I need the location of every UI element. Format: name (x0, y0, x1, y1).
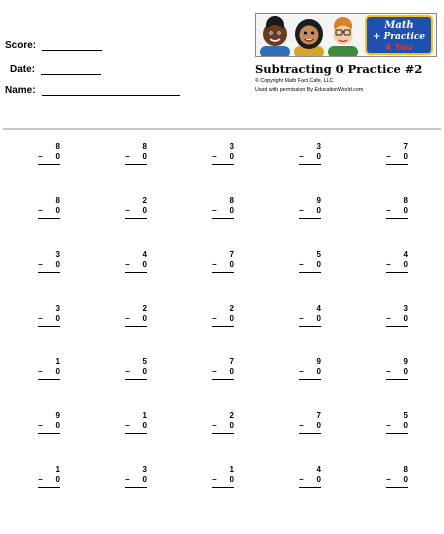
subtraction-problem (38, 465, 60, 488)
subtrahend-row (38, 421, 60, 431)
subtrahend-row (299, 260, 321, 270)
subtraction-problem (212, 357, 234, 380)
answer-line[interactable] (38, 379, 60, 380)
subtrahend: 0 (316, 314, 321, 323)
minuend: 9 (403, 357, 408, 366)
subtrahend: 0 (403, 206, 408, 215)
copyright-line: © Copyright Math Fact Cafe, LLC (255, 78, 334, 84)
subtrahend: 0 (55, 260, 60, 269)
minuend: 4 (142, 250, 147, 259)
subtraction-problem (299, 465, 321, 488)
subtrahend-row (212, 152, 234, 162)
minuend: 1 (55, 465, 60, 474)
score-blank-line[interactable] (42, 49, 102, 51)
minus-sign: − (125, 314, 130, 323)
subtrahend: 0 (229, 260, 234, 269)
subtrahend: 0 (55, 475, 60, 484)
minuend: 3 (229, 142, 234, 151)
subtrahend-row (125, 314, 147, 324)
minuend: 7 (229, 250, 234, 259)
minuend: 8 (55, 196, 60, 205)
kid-1-illustration (260, 16, 290, 56)
minus-sign: − (212, 152, 217, 161)
answer-line[interactable] (38, 218, 60, 219)
subtraction-problem (386, 357, 408, 380)
answer-line[interactable] (38, 164, 60, 165)
answer-line[interactable] (299, 218, 321, 219)
minus-sign: − (386, 421, 391, 430)
subtrahend-row (299, 206, 321, 216)
minuend: 5 (316, 250, 321, 259)
minuend: 3 (55, 250, 60, 259)
minuend: 7 (403, 142, 408, 151)
minus-sign: − (212, 206, 217, 215)
subtrahend-row (38, 152, 60, 162)
subtrahend: 0 (142, 367, 147, 376)
subtraction-problem (125, 411, 147, 434)
subtrahend: 0 (55, 314, 60, 323)
date-label: Date: (10, 64, 36, 75)
subtrahend-row (386, 314, 408, 324)
minuend: 1 (55, 357, 60, 366)
minus-sign: − (386, 475, 391, 484)
subtrahend: 0 (316, 367, 321, 376)
minuend: 3 (142, 465, 147, 474)
subtraction-problem (386, 304, 408, 327)
answer-line[interactable] (299, 487, 321, 488)
minus-sign: − (212, 260, 217, 269)
minuend: 2 (229, 411, 234, 420)
subtrahend: 0 (55, 367, 60, 376)
name-field (5, 85, 180, 97)
subtraction-problem (212, 142, 234, 165)
answer-line[interactable] (299, 164, 321, 165)
minuend: 7 (316, 411, 321, 420)
subtraction-problem (38, 196, 60, 219)
subtrahend-row (299, 475, 321, 485)
score-label: Score: (5, 40, 37, 51)
subtrahend-row (386, 260, 408, 270)
subtraction-problem (125, 142, 147, 165)
minus-sign: − (386, 152, 391, 161)
minuend: 8 (403, 465, 408, 474)
minuend: 3 (55, 304, 60, 313)
answer-line[interactable] (38, 272, 60, 273)
minus-sign: − (299, 206, 304, 215)
subtraction-problem (125, 196, 147, 219)
subtraction-problem (299, 411, 321, 434)
minus-sign: − (38, 260, 43, 269)
subtrahend-row (386, 206, 408, 216)
minuend: 9 (316, 357, 321, 366)
minus-sign: − (299, 421, 304, 430)
answer-line[interactable] (125, 487, 147, 488)
minus-sign: − (386, 367, 391, 376)
minus-sign: − (386, 314, 391, 323)
subtrahend: 0 (229, 421, 234, 430)
minuend: 9 (55, 411, 60, 420)
minuend: 5 (142, 357, 147, 366)
subtraction-problem (38, 304, 60, 327)
subtrahend: 0 (316, 206, 321, 215)
subtraction-problem (299, 357, 321, 380)
subtraction-problem (212, 411, 234, 434)
minuend: 8 (403, 196, 408, 205)
minuend: 7 (229, 357, 234, 366)
subtrahend: 0 (403, 152, 408, 161)
minus-sign: − (386, 206, 391, 215)
name-label: Name: (5, 85, 36, 96)
minuend: 2 (142, 304, 147, 313)
answer-line[interactable] (212, 326, 234, 327)
answer-line[interactable] (125, 164, 147, 165)
subtrahend: 0 (55, 421, 60, 430)
subtrahend-row (212, 260, 234, 270)
subtrahend: 0 (142, 475, 147, 484)
subtraction-problem (299, 142, 321, 165)
subtrahend-row (38, 367, 60, 377)
subtraction-problem (299, 196, 321, 219)
subtrahend: 0 (403, 475, 408, 484)
minus-sign: − (212, 314, 217, 323)
minus-sign: − (299, 367, 304, 376)
minus-sign: − (386, 260, 391, 269)
logo-line-3: 4 You (385, 43, 413, 53)
answer-line[interactable] (386, 433, 408, 434)
minuend: 3 (316, 142, 321, 151)
subtrahend: 0 (229, 367, 234, 376)
minus-sign: − (38, 367, 43, 376)
name-blank-line[interactable] (42, 94, 180, 96)
answer-line[interactable] (212, 164, 234, 165)
minus-sign: − (38, 475, 43, 484)
minuend: 9 (316, 196, 321, 205)
subtraction-problem (125, 357, 147, 380)
subtrahend-row (299, 314, 321, 324)
minus-sign: − (38, 206, 43, 215)
date-field (10, 64, 101, 76)
subtrahend: 0 (316, 475, 321, 484)
subtraction-problem (386, 250, 408, 273)
answer-line[interactable] (38, 326, 60, 327)
subtrahend: 0 (316, 421, 321, 430)
minus-sign: − (299, 152, 304, 161)
minus-sign: − (38, 421, 43, 430)
subtrahend-row (125, 475, 147, 485)
minus-sign: − (212, 475, 217, 484)
minus-sign: − (299, 260, 304, 269)
answer-line[interactable] (212, 272, 234, 273)
logo-line-2: + Practice (372, 32, 426, 42)
answer-line[interactable] (212, 433, 234, 434)
minus-sign: − (125, 206, 130, 215)
date-blank-line[interactable] (41, 73, 101, 75)
kid-2-illustration (294, 19, 324, 56)
subtraction-problem (386, 142, 408, 165)
subtrahend: 0 (316, 260, 321, 269)
minuend: 8 (229, 196, 234, 205)
answer-line[interactable] (299, 326, 321, 327)
subtrahend-row (212, 314, 234, 324)
subtrahend-row (125, 260, 147, 270)
minus-sign: − (212, 421, 217, 430)
answer-line[interactable] (212, 218, 234, 219)
subtrahend: 0 (55, 152, 60, 161)
answer-line[interactable] (125, 379, 147, 380)
subtrahend-row (386, 367, 408, 377)
subtraction-problem (38, 357, 60, 380)
subtraction-problem (212, 196, 234, 219)
subtrahend-row (212, 206, 234, 216)
answer-line[interactable] (386, 379, 408, 380)
minuend: 8 (55, 142, 60, 151)
subtraction-problem (125, 465, 147, 488)
answer-line[interactable] (386, 326, 408, 327)
subtrahend: 0 (403, 367, 408, 376)
subtrahend-row (38, 314, 60, 324)
subtraction-problem (386, 465, 408, 488)
minus-sign: − (299, 475, 304, 484)
subtrahend-row (386, 152, 408, 162)
minus-sign: − (299, 314, 304, 323)
answer-line[interactable] (212, 487, 234, 488)
subtraction-problem (38, 411, 60, 434)
minuend: 2 (229, 304, 234, 313)
minuend: 8 (142, 142, 147, 151)
answer-line[interactable] (299, 272, 321, 273)
subtraction-problem (386, 196, 408, 219)
minuend: 5 (403, 411, 408, 420)
subtrahend: 0 (403, 260, 408, 269)
logo-line-1: Math (384, 20, 414, 31)
subtrahend-row (299, 367, 321, 377)
answer-line[interactable] (299, 379, 321, 380)
minuend: 1 (142, 411, 147, 420)
subtrahend: 0 (229, 206, 234, 215)
minus-sign: − (125, 152, 130, 161)
answer-line[interactable] (125, 272, 147, 273)
score-field (5, 40, 102, 52)
minus-sign: − (125, 260, 130, 269)
answer-line[interactable] (386, 218, 408, 219)
subtraction-problem (125, 304, 147, 327)
subtrahend-row (386, 475, 408, 485)
answer-line[interactable] (125, 218, 147, 219)
subtrahend-row (38, 260, 60, 270)
subtraction-problem (125, 250, 147, 273)
minuend: 4 (403, 250, 408, 259)
minus-sign: − (38, 152, 43, 161)
subtraction-problem (299, 304, 321, 327)
subtraction-problem (212, 304, 234, 327)
worksheet-title: Subtracting 0 Practice #2 (255, 62, 423, 76)
subtrahend: 0 (142, 314, 147, 323)
minus-sign: − (125, 421, 130, 430)
subtraction-problem (212, 465, 234, 488)
minus-sign: − (212, 367, 217, 376)
subtrahend: 0 (142, 206, 147, 215)
subtrahend: 0 (55, 206, 60, 215)
subtrahend-row (299, 421, 321, 431)
minus-sign: − (125, 475, 130, 484)
subtrahend-row (386, 421, 408, 431)
subtrahend: 0 (229, 152, 234, 161)
answer-line[interactable] (386, 272, 408, 273)
subtrahend-row (212, 421, 234, 431)
minuend: 2 (142, 196, 147, 205)
answer-line[interactable] (386, 487, 408, 488)
subtrahend-row (299, 152, 321, 162)
subtrahend: 0 (229, 475, 234, 484)
subtrahend: 0 (316, 152, 321, 161)
minuend: 3 (403, 304, 408, 313)
subtrahend-row (38, 475, 60, 485)
subtraction-problem (299, 250, 321, 273)
subtraction-problem (386, 411, 408, 434)
header-divider (3, 128, 441, 130)
subtrahend-row (125, 206, 147, 216)
answer-line[interactable] (38, 433, 60, 434)
subtraction-problem (38, 142, 60, 165)
minus-sign: − (125, 367, 130, 376)
subtrahend-row (125, 367, 147, 377)
answer-line[interactable] (125, 326, 147, 327)
subtrahend: 0 (142, 152, 147, 161)
minus-sign: − (38, 314, 43, 323)
permission-line: Used with permission By EducationWorld.com (255, 87, 364, 93)
kid-3-illustration (328, 17, 358, 56)
subtrahend: 0 (229, 314, 234, 323)
minuend: 4 (316, 465, 321, 474)
answer-line[interactable] (299, 433, 321, 434)
subtraction-problem (212, 250, 234, 273)
minuend: 4 (316, 304, 321, 313)
subtrahend: 0 (403, 421, 408, 430)
subtrahend-row (212, 475, 234, 485)
math-practice-logo (366, 16, 432, 54)
answer-line[interactable] (125, 433, 147, 434)
subtraction-problem (38, 250, 60, 273)
subtrahend-row (212, 367, 234, 377)
subtrahend-row (125, 152, 147, 162)
subtrahend-row (125, 421, 147, 431)
answer-line[interactable] (386, 164, 408, 165)
minuend: 1 (229, 465, 234, 474)
answer-line[interactable] (38, 487, 60, 488)
kids-illustration (256, 14, 436, 56)
subtrahend: 0 (403, 314, 408, 323)
answer-line[interactable] (212, 379, 234, 380)
subtrahend-row (38, 206, 60, 216)
subtrahend: 0 (142, 421, 147, 430)
subtrahend: 0 (142, 260, 147, 269)
math-practice-banner (255, 13, 437, 57)
